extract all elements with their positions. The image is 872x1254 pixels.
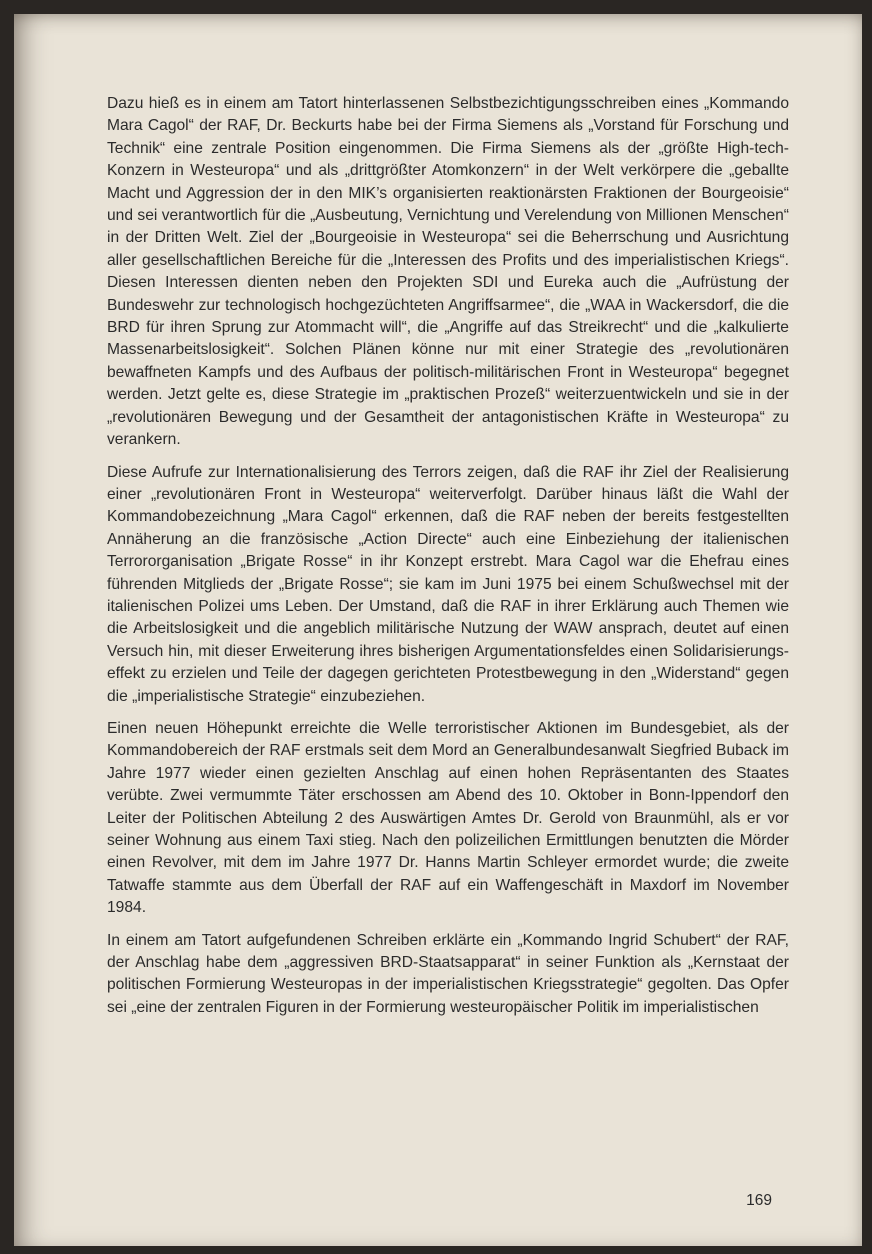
page-number: 169 [746,1192,772,1209]
body-text [107,93,789,1029]
paragraph-1: Dazu hieß es in einem am Tatort hinterlassenen Selbstbezichtigungsschreiben eines „Kommando Mara Cagol“ der RAF, Dr. Beckurts habe bei der Firma Siemens als „Vorstand für Forschung und Technik“ eine zentrale Position eingenommen. Die Firma Siemens als der „größte High-tech-Konzern in Westeuropa“ und als „drittgrößter Atomkonzern“ in der Welt verkörpere die „geballte Macht und Aggression der in den MIK’s organisierten reaktionärsten Fraktionen der Bourgeoisie“ und sei verantwortlich für die „Ausbeutung, Vernichtung und Verelendung von Millionen Menschen“ in der Dritten Welt. Ziel der „Bourgeoisie in Westeuropa“ sei die Beherrschung und Ausrichtung aller gesellschaftlichen Bereiche für die „Interessen des Profits und des imperialistischen Kriegs“. Diesen Interessen dienten neben den Projekten SDI und Eureka auch die „Aufrüstung der Bundeswehr zur technologisch hochgezüchteten Angriffsarmee“, die „WAA in Wackersdorf, die die BRD für ihren Sprung zur Atommacht will“, die „Angriffe auf das Streikrecht“ und die „kalkulierte Massenarbeitslosigkeit“. Solchen Plänen könne nur mit einer Strategie des „revolutionären bewaffneten Kampfs und des Aufbaus der politisch-militärischen Front in Westeuropa“ begegnet werden. Jetzt gelte es, diese Strategie im „praktischen Prozeß“ weiterzuentwickeln und sie in der „revolutionären Bewegung und der Gesamtheit der antagonistischen Kräfte in Westeuropa“ zu verankern. [107,95,789,449]
paragraph-4: In einem am Tatort aufgefundenen Schreiben erklärte ein „Kommando Ingrid Schubert“ der RAF, der Anschlag habe dem „aggressiven BRD-Staatsapparat“ in seiner Funktion als „Kernstaat der politischen Formierung Westeuropas in der imperialistischen Kriegsstrategie“ gegolten. Das Opfer sei „eine der zentralen Figuren in der Formierung westeuropäischer Politik im imperialistischen [107,931,789,1016]
book-page [14,14,862,1246]
paragraph-2: Diese Aufrufe zur Internationalisierung des Terrors zeigen, daß die RAF ihr Ziel der Realisierung einer „revolutionären Front in Westeuropa“ weiterverfolgt. Darüber hinaus läßt die Wahl der Kommandobezeichnung „Mara Cagol“ erkennen, daß die RAF neben der bereits festgestellten Annäherung an die französische „Action Directe“ auch eine Einbeziehung der italienischen Terrororganisation „Brigate Rosse“ in ihr Konzept erstrebt. Mara Cagol war die Ehefrau eines führenden Mitglieds der „Brigate Rosse“; sie kam im Juni 1975 bei einem Schußwechsel mit der italienischen Polizei ums Leben. Der Umstand, daß die RAF in ihrer Erklärung auch Themen wie die Arbeitslosigkeit und die angeblich militärische Nutzung der WAW ansprach, deutet auf einen Versuch hin, mit dieser Erweiterung ihres bisherigen Argumentationsfeldes einen Solidarisierungseffekt zu erzielen und Teile der dagegen gerichteten Protestbewegung in den „Widerstand“ gegen die „imperialistische Strategie“ einzubeziehen. [107,463,789,705]
paragraph-3: Einen neuen Höhepunkt erreichte die Welle terroristischer Aktionen im Bundesgebiet, als der Kommandobereich der RAF erstmals seit dem Mord an Generalbundesanwalt Siegfried Buback im Jahre 1977 wieder einen gezielten Anschlag auf einen hohen Repräsentanten des Staates verübte. Zwei vermummte Täter erschossen am Abend des 10. Oktober in Bonn-Ippendorf den Leiter der Politischen Abteilung 2 des Auswärtigen Amtes Dr. Gerold von Braunmühl, als er vor seiner Wohnung aus einem Taxi stieg. Nach den polizeilichen Ermittlungen benutzten die Mörder einen Revolver, mit dem im Jahre 1977 Dr. Hanns Martin Schleyer ermordet wurde; die zweite Tatwaffe stammte aus dem Überfall der RAF auf ein Waffengeschäft in Maxdorf im November 1984. [107,719,789,917]
